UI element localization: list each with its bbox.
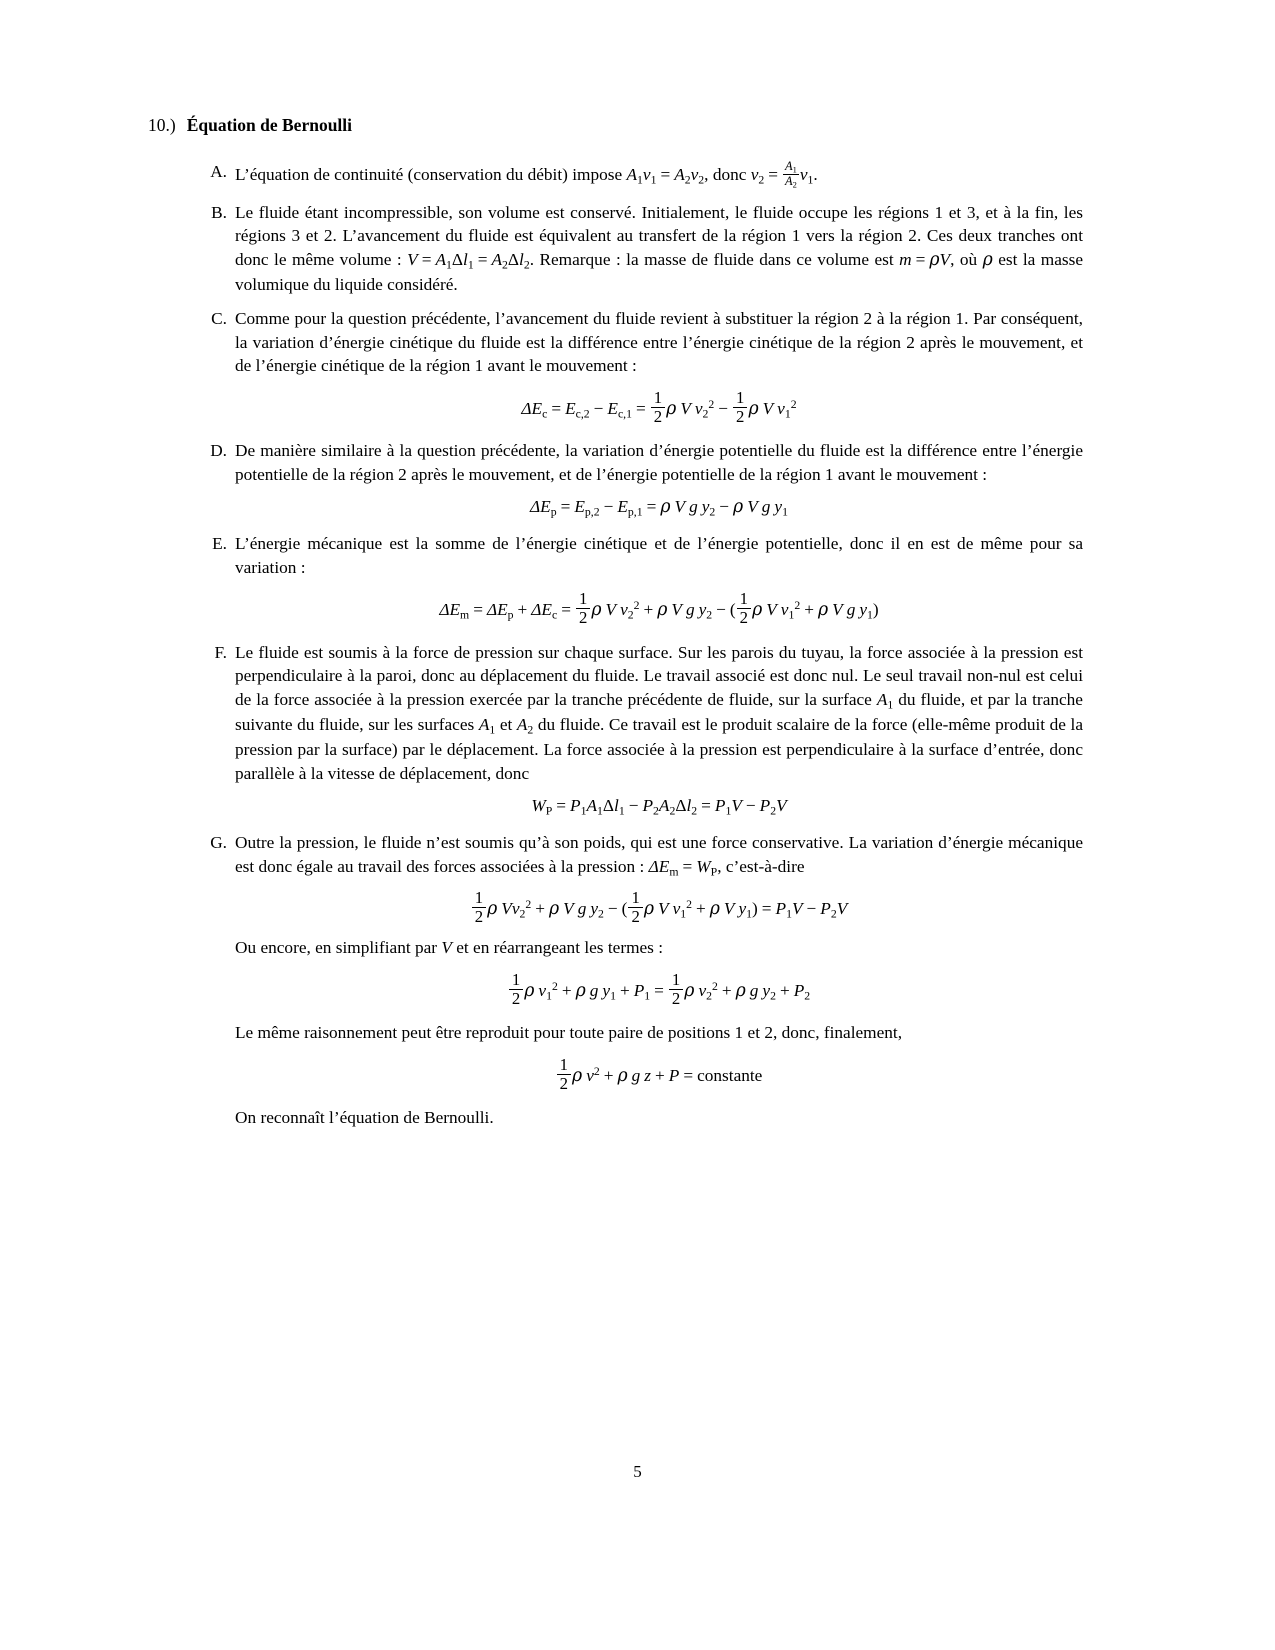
math-rho: ρ [982, 249, 993, 270]
item-g-text-3b: et en réarrangeant les termes : [451, 938, 664, 958]
list-marker-c: C. [211, 309, 227, 329]
equation-potential-energy: $\Delta E_p = E_{p,2} - E_{p,1} = \rho$ V g $y_2 - \rho$ V g $y_1$ [530, 497, 788, 519]
math-continuity: $A_1v_1 = A_2v_2$ [626, 165, 705, 187]
item-f-text-3: et [495, 714, 517, 734]
equation-kinetic-energy: $\Delta E_c = E_{c,2} - E_{c,1}$ = $\frac{1}{2}$ ρ V $v_2^2$ − $\frac{1}{2}$ ρ V $v_1^2$ [521, 387, 797, 426]
item-b-text-4: est la masse volumique du liquide considéré. [235, 249, 1083, 294]
list-marker-d: D. [210, 441, 227, 461]
list-marker-g: G. [210, 833, 227, 853]
equation-pressure-work: $W_P = P_1A_1\Delta l_1 - P_2A_2\Delta l_2 = P_1V - P_2V$ [531, 796, 787, 818]
math-mass-equality: m = ρV [899, 249, 951, 270]
page-title [148, 115, 352, 137]
item-g-paragraph-4: On reconnaît l’équation de Bernoulli. [235, 1107, 494, 1127]
heading-title: Équation de Bernoulli [186, 115, 353, 135]
page-number: 5 [633, 1462, 642, 1481]
math-v2-expression: $v_2$ = $\frac{A_1}{A_2}$ $v_1$ [750, 159, 814, 190]
item-b-text-3: , où [950, 249, 983, 269]
item-g-paragraph-1 [235, 831, 1083, 880]
equation-bernoulli-final: $\frac{1}{2}$ ρ $v^2 + \rho$ g z + P = constante [235, 1056, 1083, 1093]
list-item-d [203, 439, 1083, 519]
math-volume-equality: $V = A_1\Delta l_1 = A_2\Delta l_2$ [407, 249, 530, 271]
list-marker-b: B. [211, 202, 227, 222]
item-g-paragraph-2 [235, 936, 1083, 960]
answer-list [203, 160, 1083, 1140]
item-f-paragraph [235, 641, 1083, 786]
math-area-a2-inline: $A_2$ [516, 714, 534, 737]
list-item-f [203, 641, 1083, 819]
equation-bernoulli-step-1: $\frac{1}{2}$ ρ $Vv_2^2 + \rho$ V g $y_2$ − ( $\frac{1}{2}$ ρ V $v_1^2 + \rho$ V $y_1) = P_1V - P_2V$ [235, 889, 1083, 926]
equation-bernoulli-step-2: $\frac{1}{2}$ ρ $v_1^2 + \rho$ g $y_1 + P_1$ = $\frac{1}{2}$ ρ $v_2^2 + \rho$ g $y_2 + P_2$ [235, 971, 1083, 1008]
item-f-text-1: Le fluide est soumis à la force de pression sur chaque surface. Sur les parois du tuyau, la force associée à la pression est perpendiculaire à la paroi, donc au déplacement du fluide. Le travail associé est donc nul. Le seul travail non-nul est celui de la force associée à la pression exercée par la tranche précédente de fluide, sur la surface [235, 642, 1083, 709]
item-a-paragraph: L’équation de continuité (conservation du débit) impose $A_1v_1 = A_2v_2$, donc $v_2$ = $\frac{A_1}{A_2}$ $v_1$. [235, 159, 818, 190]
item-e-paragraph: L’énergie mécanique est la somme de l’énergie cinétique et de l’énergie potentielle, donc il en est de même pour sa variation : [235, 534, 1083, 577]
heading-number: 10.) [148, 115, 176, 135]
item-d-paragraph: De manière similaire à la question précédente, la variation d’énergie potentielle du fluide est la différence entre l’énergie potentielle de la région 2 après le mouvement, et de l’énergie potentielle de la région 1 avant le mouvement : [235, 441, 1083, 484]
list-item-b [203, 201, 1083, 297]
list-item-e [203, 532, 1083, 627]
item-g-paragraph-3: Le même raisonnement peut être reproduit pour toute paire de positions 1 et 2, donc, finalement, [235, 1023, 903, 1043]
item-c-paragraph: Comme pour la question précédente, l’avancement du fluide revient à substituer la région 2 à la région 1. Par conséquent, la variation d’énergie cinétique du fluide est la différence entre l’énergie cinétique de la région 2 après le mouvement, et de l’énergie cinétique de la région 1 avant le mouvement : [235, 309, 1083, 376]
list-item-g [203, 831, 1083, 1129]
list-marker-f: F. [214, 642, 227, 662]
item-b-text-1: Le fluide étant incompressible, son volume est conservé. Initialement, le fluide occupe les régions 1 et 3, et à la fin, les régions 3 et 2. L’avancement du fluide est équivalent au transfert de la région 1 vers la région 2. Ces deux tranches ont donc le même volume : [235, 202, 1083, 269]
item-g-text-1: Outre la pression, le fluide n’est soumis qu’à son poids, qui est une force conservative. La variation d’énergie mécanique est donc égale au travail des forces associées à la pression : [235, 833, 1083, 876]
list-marker-a: A. [210, 162, 227, 181]
item-f-text-2: du fluide, et par la tranche suivante du fluide, sur les surfaces [235, 689, 1083, 734]
item-a-text-1: L’équation de continuité (conservation du débit) impose [235, 165, 627, 185]
constante-label: constante [697, 1065, 763, 1085]
item-b-text-2: . Remarque : la masse de fluide dans ce volume est [529, 249, 900, 269]
list-item-a [203, 160, 1083, 190]
list-marker-e: E. [212, 534, 227, 554]
math-dem-equals-wp: $\Delta E_m = W_P$ [648, 856, 718, 879]
equation-mechanical-energy: $\Delta E_m = \Delta E_p + \Delta E_c$ = $\frac{1}{2}$ ρ V $v_2^2 + \rho$ V g $y_2$ − ( $\frac{1}{2}$ ρ V $v_1^2 + \rho$ V g $y_1$) [439, 589, 879, 628]
math-area-a1-inline-2: $A_1$ [478, 714, 496, 737]
item-g-text-2: , c’est-à-dire [717, 856, 805, 876]
math-area-a1-inline: $A_1$ [876, 689, 894, 711]
item-g-text-3a: Ou encore, en simplifiant par [235, 938, 442, 958]
math-volume-symbol: V [441, 938, 452, 958]
item-b-paragraph [235, 201, 1083, 297]
item-f-text-4: du fluide. Ce travail est le produit scalaire de la force (elle-même produit de la pression par la surface) par le déplacement. La force associée à la pression est perpendiculaire à la surface d’entrée, donc parallèle à la vitesse de déplacement, donc [235, 714, 1083, 783]
item-a-text-2: , donc [704, 165, 751, 185]
list-item-c [203, 307, 1083, 426]
